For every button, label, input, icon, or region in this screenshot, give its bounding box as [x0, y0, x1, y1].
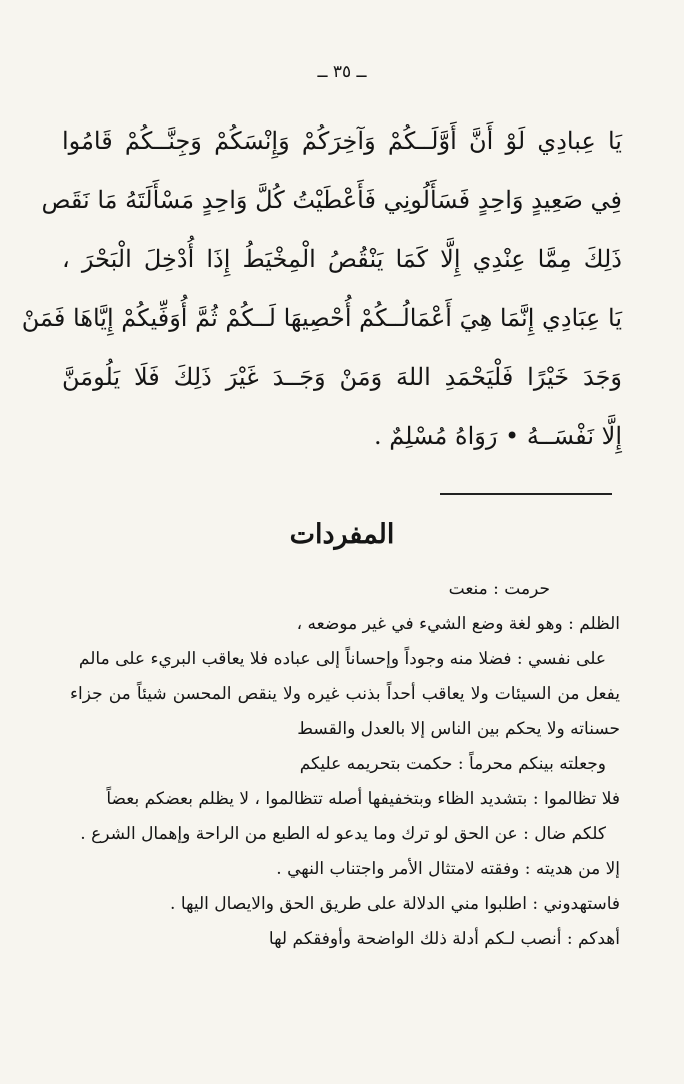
section-divider — [440, 493, 612, 495]
hadith-line: يَا عِبَادِي إِنَّمَا هِيَ أَعْمَالُــكُمْ أُحْصِيهَا لَــكُمْ ثُمَّ أُوَفِّيكُمْ إِيَّاهَا فَمَنْ — [21, 304, 622, 332]
vocabulary-list — [70, 572, 620, 957]
vocab-entry: الظلم : وهو لغة وضع الشيء في غير موضعه ، — [296, 614, 620, 634]
hadith-line: يَا عِبادِي لَوْ أَنَّ أَوَّلَــكُمْ وَآخِرَكُمْ وَإِنْسَكُمْ وَجِنَّــكُمْ قَامُوا — [62, 127, 622, 155]
vocab-entry: إلا من هديته : وفقته لامتثال الأمر واجتناب النهي . — [276, 859, 620, 879]
hadith-line: وَجَدَ خَيْرًا فَلْيَحْمَدِ اللهَ وَمَنْ وَجَــدَ غَيْرَ ذَلِكَ فَلَا يَلُومَنَّ — [62, 363, 622, 391]
vocab-entry: فلا تظالموا : بتشديد الظاء وبتخفيفها أصله تتظالموا ، لا يظلم بعضكم بعضاً — [106, 789, 620, 809]
vocab-entry: فاستهدوني : اطلبوا مني الدلالة على طريق الحق والايصال اليها . — [170, 894, 620, 914]
vocab-entry: حرمت : منعت — [448, 579, 550, 599]
vocab-entry: أهدكم : أنصب لـكم أدلة ذلك الواضحة وأوفقكم لها — [268, 929, 620, 949]
page-number: ــ ٣٥ ــ — [317, 62, 367, 82]
hadith-text — [21, 112, 622, 466]
hadith-line: فِي صَعِيدٍ وَاحِدٍ فَسَأَلُونِي فَأَعْطَيْتُ كُلَّ وَاحِدٍ مَسْأَلَتَهُ مَا نَقَص — [41, 186, 622, 214]
section-title: المفردات — [289, 519, 395, 550]
hadith-line: ذَلِكَ مِمَّا عِنْدِي إِلَّا كَمَا يَنْقُصُ الْمِخْيَطُ إِذَا أُدْخِلَ الْبَحْرَ ، — [62, 245, 622, 273]
hadith-line: إِلَّا نَفْسَــهُ • رَوَاهُ مُسْلِمٌ . — [373, 422, 622, 450]
vocab-entry: يفعل من السيئات ولا يعاقب أحداً بذنب غيره ولا ينقص المحسن شيئاً من جزاء — [70, 684, 620, 704]
vocab-entry: وجعلته بينكم محرماً : حكمت بتحريمه عليكم — [299, 754, 606, 774]
vocab-entry: حسناته ولا يحكم بين الناس إلا بالعدل والقسط — [297, 719, 620, 739]
vocab-entry: على نفسي : فضلا منه وجوداً وإحساناً إلى عباده فلا يعاقب البريء على مالم — [78, 649, 606, 669]
vocab-entry: كلكم ضال : عن الحق لو ترك وما يدعو له الطبع من الراحة وإهمال الشرع . — [80, 824, 606, 844]
